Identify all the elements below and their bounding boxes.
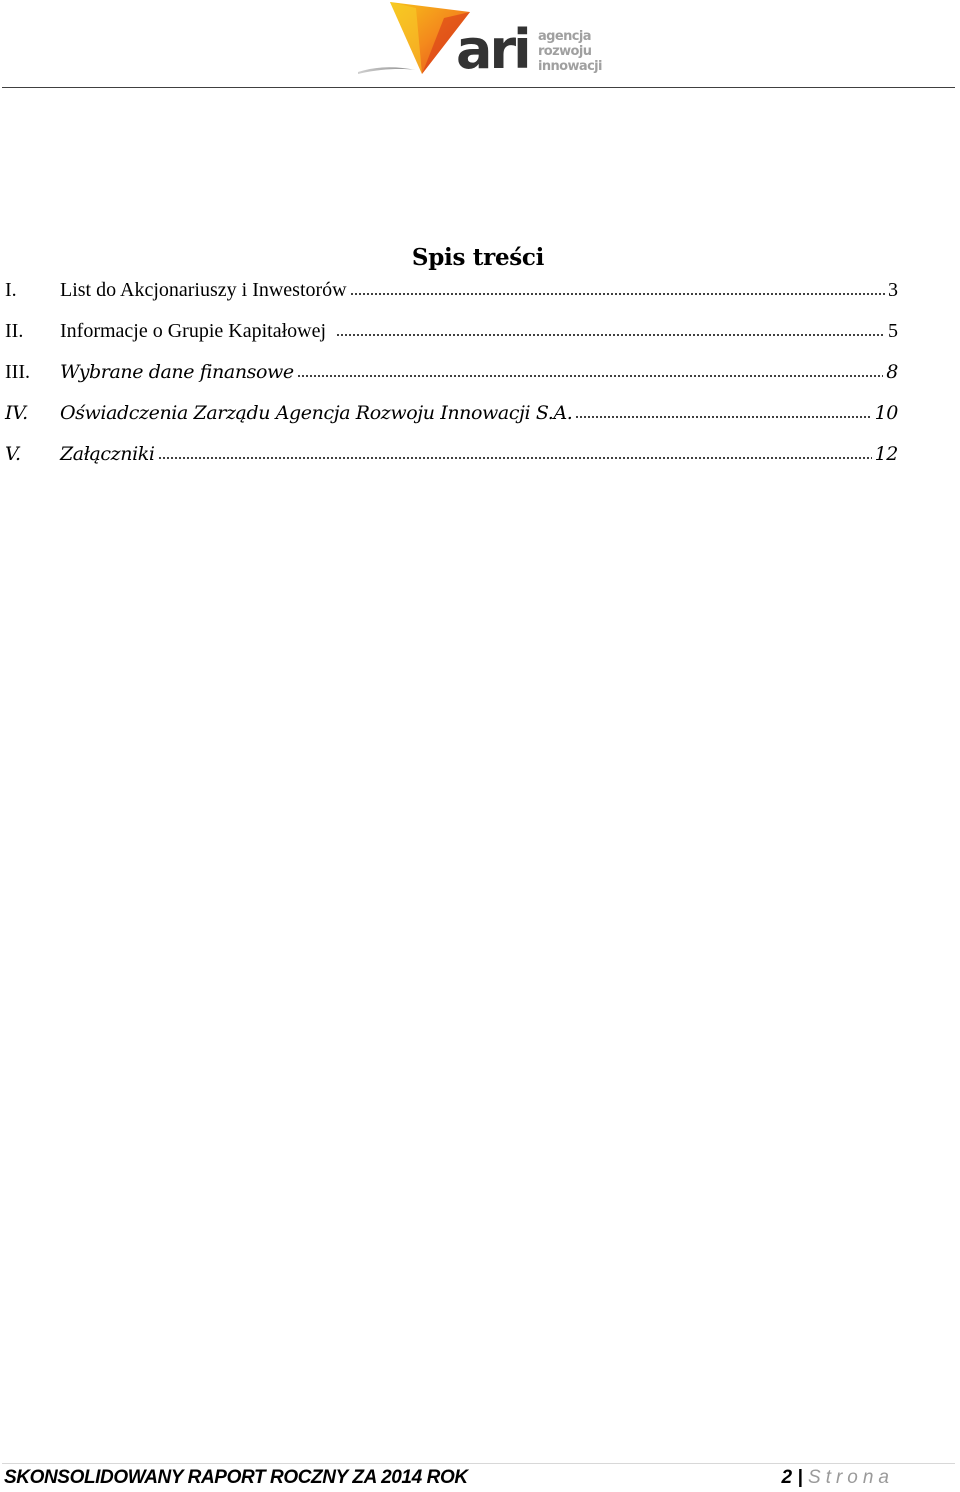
toc-entry-page: 8: [886, 361, 898, 383]
toc-dot-leader: [158, 440, 872, 460]
header-divider: [2, 87, 955, 88]
page-footer: [4, 1466, 894, 1490]
toc-entry-number: I.: [5, 279, 17, 301]
toc-entry-number: II.: [5, 320, 24, 342]
toc-entry-number: III.: [5, 361, 30, 383]
footer-divider: [2, 1463, 955, 1464]
toc-entry-page: 3: [888, 279, 898, 301]
logo-tagline-line-3: innowacji: [538, 59, 602, 74]
toc-entry-1[interactable]: [0, 276, 898, 317]
toc-entry-page: 5: [888, 320, 898, 342]
toc-entry-4[interactable]: [0, 399, 898, 440]
toc-dot-leader: [336, 317, 885, 337]
toc-entry-label: Załączniki: [60, 443, 155, 465]
logo-tagline-line-2: rozwoju: [538, 44, 592, 59]
ari-logo: [356, 0, 606, 80]
logo-tagline-line-1: agencja: [538, 29, 591, 44]
toc-dot-leader: [350, 276, 885, 296]
toc-entry-page: 10: [874, 402, 898, 424]
toc-entry-number: IV.: [5, 402, 28, 424]
toc-entry-label: List do Akcjonariuszy i Inwestorów: [60, 279, 347, 301]
toc-title: Spis treści: [411, 244, 545, 272]
footer-page-number: 2: [781, 1467, 793, 1488]
footer-page-word: Strona: [808, 1467, 894, 1488]
toc-entry-label: Oświadczenia Zarządu Agencja Rozwoju Innowacji S.A.: [60, 402, 573, 424]
footer-separator: |: [797, 1467, 803, 1488]
toc-entry-3[interactable]: [0, 358, 898, 399]
toc-entry-label: Wybrane dane finansowe: [60, 361, 294, 383]
toc-entry-5[interactable]: [0, 440, 898, 481]
toc-entry-number: V.: [5, 443, 21, 465]
page-header: [0, 0, 960, 90]
toc-dot-leader: [297, 358, 884, 378]
footer-page-indicator: [782, 1466, 894, 1490]
table-of-contents: [0, 276, 898, 481]
logo-wordmark: ari: [456, 18, 529, 80]
toc-entry-2[interactable]: [0, 317, 898, 358]
toc-dot-leader: [575, 399, 871, 419]
toc-entry-page: 12: [874, 443, 898, 465]
toc-entry-label: Informacje o Grupie Kapitałowej: [60, 320, 327, 342]
footer-report-title: SKONSOLIDOWANY RAPORT ROCZNY ZA 2014 ROK: [4, 1467, 468, 1488]
